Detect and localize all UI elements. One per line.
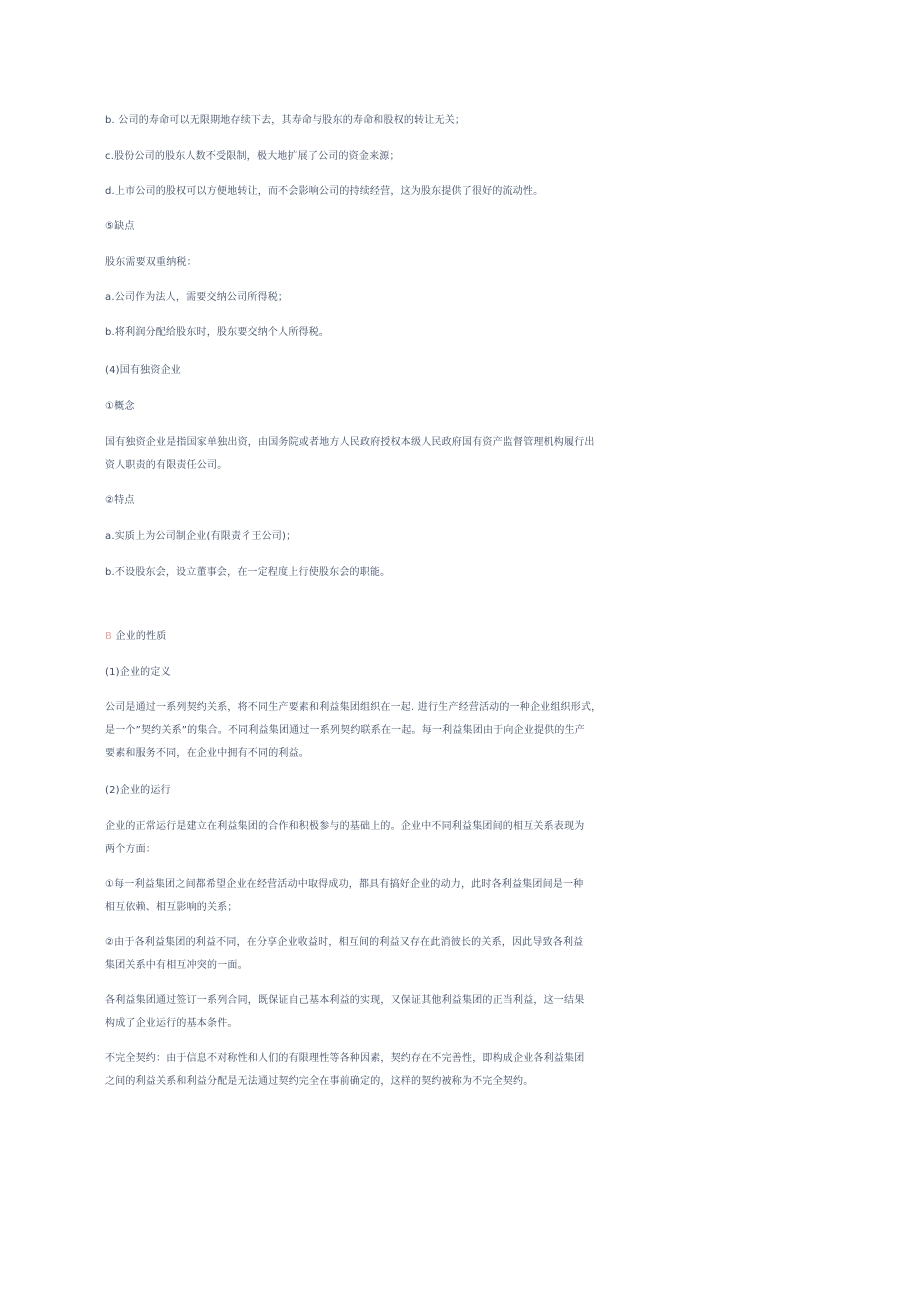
line: d.上市公司的股权可以方便地转让，而不会影响公司的持续经营，这为股东提供了很好的流动性。	[105, 186, 544, 197]
heading-features	[105, 489, 820, 512]
line: 资人职责的有限责任公司。	[105, 460, 228, 471]
line: 之间的利益关系和利益分配是无法通过契约完全在事前确定的，这样的契约被称为不完全契约。	[105, 1076, 534, 1087]
line: 企业的正常运行是建立在利益集团的合作和积极参与的基础上的。企业中不同利益集团间的相互关系表现为	[105, 821, 585, 832]
line: ①概念	[105, 401, 135, 412]
para-state-owned-definition	[105, 431, 820, 477]
line: b.将利润分配给股东时，股东要交纳个人所得税。	[105, 327, 330, 338]
para-shareholders-unlimited	[105, 145, 820, 168]
section-marker: B	[105, 631, 113, 642]
para-conflict	[105, 931, 820, 977]
line: 不完全契约：由于信息不对称性和人们的有限理性等各种因素，契约存在不完善性，即构成企业各利益集团	[105, 1053, 585, 1064]
line: b.不设股东会，设立董事会，在一定程度上行使股东会的职能。	[105, 567, 391, 578]
line: a.实质上为公司制企业(有限责彳王公司)；	[105, 531, 297, 542]
line: 国有独资企业是指国家单独出资，由国务院或者地方人民政府授权本级人民政府国有资产监督管理机构履行出	[105, 437, 595, 448]
line: ②由于各利益集团的利益不同，在分享企业收益时，相互间的利益又存在此消彼长的关系，因此导致各利益	[105, 937, 584, 948]
para-feature-b	[105, 561, 820, 584]
heading-disadvantages	[105, 215, 820, 238]
heading-state-owned	[105, 359, 820, 382]
heading-enterprise-definition	[105, 661, 820, 684]
line: 是一个”契约关系”的集合。不同利益集团通过一系列契约联系在一起。每一利益集团由于向企业提供的生产	[105, 725, 585, 736]
line: (1)企业的定义	[105, 667, 171, 678]
line: 构成了企业运行的基本条件。	[105, 1018, 238, 1029]
line: 各利益集团通过签订一系列合同，既保证自己基本利益的实现，又保证其他利益集团的正当利益，这一结果	[105, 995, 585, 1006]
line: 相互依赖、相互影响的关系；	[105, 902, 238, 913]
line: c.股份公司的股东人数不受限制，极大地扩展了公司的资金来源；	[105, 151, 400, 162]
line: (2)企业的运行	[105, 785, 171, 796]
para-lifespan	[105, 109, 820, 132]
para-interdependence	[105, 873, 820, 919]
para-transferability	[105, 180, 820, 203]
para-feature-a	[105, 525, 820, 548]
line: ①每一利益集团之间都希望企业在经营活动中取得成功，都具有搞好企业的动力，此时各利益集团间是一种	[105, 879, 584, 890]
para-enterprise-definition	[105, 696, 820, 765]
line: 要素和服务不同，在企业中拥有不同的利益。	[105, 748, 309, 759]
line: (4)国有独资企业	[105, 365, 181, 376]
para-operation-intro	[105, 815, 820, 861]
heading-concept	[105, 395, 820, 418]
line	[105, 625, 820, 648]
heading-enterprise-operation	[105, 779, 820, 802]
line: 两个方面：	[105, 844, 156, 855]
para-contracts	[105, 989, 820, 1035]
para-corporate-tax	[105, 286, 820, 309]
line: ⑤缺点	[105, 221, 135, 232]
para-incomplete-contract	[105, 1047, 820, 1093]
line: 股东需要双重纳税：	[105, 257, 197, 268]
para-personal-tax	[105, 321, 820, 344]
line: b. 公司的寿命可以无限期地存续下去，其寿命与股东的寿命和股权的转让无关；	[105, 115, 466, 126]
line: 集团关系中有相互冲突的一面。	[105, 960, 248, 971]
para-double-tax	[105, 251, 820, 274]
heading-enterprise-nature	[105, 625, 820, 648]
line: ②特点	[105, 495, 135, 506]
line: 公司是通过一系列契约关系，将不同生产要素和利益集团组织在一起. 进行生产经营活动的一种企业组织形式，	[105, 702, 602, 713]
line: a.公司作为法人，需要交纳公司所得税；	[105, 292, 289, 303]
heading-text: 企业的性质	[115, 631, 167, 642]
